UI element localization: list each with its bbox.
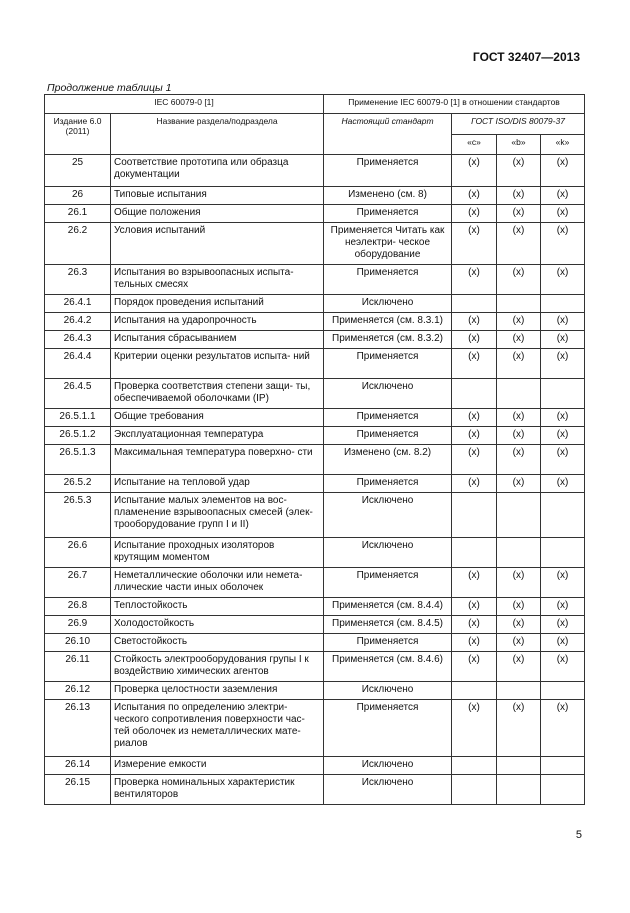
- mark-b: (x): [497, 444, 541, 474]
- section-title: Испытания на ударопрочность: [111, 312, 324, 330]
- mark-c: [452, 378, 497, 408]
- table-row: [45, 264, 585, 294]
- application-status: Применяется: [324, 633, 452, 651]
- mark-c: [452, 774, 497, 804]
- mark-b: (x): [497, 155, 541, 187]
- mark-c: (x): [452, 615, 497, 633]
- mark-c: (x): [452, 567, 497, 597]
- header-col-b: «b»: [497, 135, 541, 155]
- application-status: Изменено (см. 8): [324, 187, 452, 205]
- section-title: Испытания сбрасыванием: [111, 330, 324, 348]
- header-col-k: «k»: [541, 135, 585, 155]
- mark-k: (x): [541, 567, 585, 597]
- mark-k: (x): [541, 615, 585, 633]
- section-number: 26.15: [45, 774, 111, 804]
- mark-b: [497, 378, 541, 408]
- table-row: [45, 651, 585, 681]
- table-row: [45, 633, 585, 651]
- section-title: Светостойкость: [111, 633, 324, 651]
- section-title: Условия испытаний: [111, 223, 324, 265]
- mark-k: (x): [541, 597, 585, 615]
- section-title: Испытания по определению электри- ческого сопротивления поверхности час- тей оболочек из неметаллических мате- риалов: [111, 699, 324, 756]
- application-status: Изменено (см. 8.2): [324, 444, 452, 474]
- application-status: Применяется: [324, 264, 452, 294]
- mark-b: [497, 681, 541, 699]
- header-section-name: Название раздела/подраздела: [111, 114, 324, 155]
- mark-k: [541, 774, 585, 804]
- mark-c: (x): [452, 426, 497, 444]
- section-number: 26.5.2: [45, 474, 111, 492]
- section-number: 26.5.1.3: [45, 444, 111, 474]
- section-number: 26.8: [45, 597, 111, 615]
- section-title: Неметаллические оболочки или немета- ллические части иных оболочек: [111, 567, 324, 597]
- section-number: 26.7: [45, 567, 111, 597]
- mark-b: [497, 294, 541, 312]
- application-status: Применяется: [324, 426, 452, 444]
- section-number: 26.11: [45, 651, 111, 681]
- mark-k: (x): [541, 651, 585, 681]
- mark-c: (x): [452, 312, 497, 330]
- mark-k: (x): [541, 155, 585, 187]
- section-title: Проверка номинальных характеристик вентиляторов: [111, 774, 324, 804]
- section-title: Общие положения: [111, 205, 324, 223]
- table-row: [45, 567, 585, 597]
- application-status: Применяется (см. 8.3.1): [324, 312, 452, 330]
- page-number: 5: [575, 829, 582, 841]
- table-row: [45, 348, 585, 378]
- section-title: Типовые испытания: [111, 187, 324, 205]
- application-status: Применяется: [324, 699, 452, 756]
- table-row: [45, 205, 585, 223]
- section-title: Измерение емкости: [111, 756, 324, 774]
- header-edition: Издание 6.0 (2011): [45, 114, 111, 155]
- mark-c: (x): [452, 474, 497, 492]
- mark-b: (x): [497, 264, 541, 294]
- table-row: [45, 330, 585, 348]
- application-status: Применяется: [324, 474, 452, 492]
- application-status: Применяется: [324, 567, 452, 597]
- mark-k: [541, 681, 585, 699]
- mark-k: (x): [541, 699, 585, 756]
- table-row: [45, 223, 585, 265]
- section-number: 25: [45, 155, 111, 187]
- section-number: 26.4.2: [45, 312, 111, 330]
- mark-c: (x): [452, 444, 497, 474]
- mark-b: (x): [497, 699, 541, 756]
- mark-c: (x): [452, 699, 497, 756]
- section-number: 26.4.4: [45, 348, 111, 378]
- section-title: Теплостойкость: [111, 597, 324, 615]
- mark-c: (x): [452, 633, 497, 651]
- section-title: Испытание проходных изоляторов крутящим моментом: [111, 537, 324, 567]
- mark-b: (x): [497, 615, 541, 633]
- mark-c: (x): [452, 597, 497, 615]
- mark-b: [497, 492, 541, 537]
- mark-k: (x): [541, 264, 585, 294]
- application-status: Применяется: [324, 348, 452, 378]
- section-title: Проверка соответствия степени защи- ты, обеспечиваемой оболочками (IP): [111, 378, 324, 408]
- application-status: Применяется Читать как неэлектри- ческое оборудование: [324, 223, 452, 265]
- mark-b: (x): [497, 474, 541, 492]
- section-number: 26.5.3: [45, 492, 111, 537]
- mark-k: [541, 378, 585, 408]
- table-row: [45, 294, 585, 312]
- mark-b: [497, 774, 541, 804]
- mark-k: (x): [541, 633, 585, 651]
- mark-k: (x): [541, 312, 585, 330]
- table-row: [45, 492, 585, 537]
- section-number: 26: [45, 187, 111, 205]
- mark-k: [541, 537, 585, 567]
- section-number: 26.13: [45, 699, 111, 756]
- mark-c: [452, 492, 497, 537]
- mark-k: (x): [541, 348, 585, 378]
- table-row: [45, 426, 585, 444]
- table-row: [45, 774, 585, 804]
- mark-k: (x): [541, 205, 585, 223]
- application-status: Исключено: [324, 294, 452, 312]
- header-iec-group: IEC 60079-0 [1]: [45, 95, 324, 114]
- section-number: 26.4.1: [45, 294, 111, 312]
- mark-c: (x): [452, 651, 497, 681]
- table-caption: Продолжение таблицы 1: [47, 82, 172, 94]
- application-status: Применяется (см. 8.3.2): [324, 330, 452, 348]
- mark-k: (x): [541, 408, 585, 426]
- section-title: Проверка целостности заземления: [111, 681, 324, 699]
- section-number: 26.3: [45, 264, 111, 294]
- table-row: [45, 444, 585, 474]
- mark-c: (x): [452, 223, 497, 265]
- mark-k: (x): [541, 223, 585, 265]
- mark-b: (x): [497, 223, 541, 265]
- application-status: Исключено: [324, 756, 452, 774]
- mark-k: (x): [541, 187, 585, 205]
- application-status: Применяется (см. 8.4.5): [324, 615, 452, 633]
- section-number: 26.5.1.1: [45, 408, 111, 426]
- table-body: [45, 155, 585, 805]
- mark-b: (x): [497, 426, 541, 444]
- application-status: Применяется (см. 8.4.4): [324, 597, 452, 615]
- section-title: Испытание малых элементов на вос- пламенение взрывоопасных смесей (элек- трооборудование групп I и II): [111, 492, 324, 537]
- mark-c: (x): [452, 264, 497, 294]
- document-code: ГОСТ 32407—2013: [472, 50, 580, 64]
- section-number: 26.6: [45, 537, 111, 567]
- section-title: Испытания во взрывоопасных испыта- тельных смесях: [111, 264, 324, 294]
- section-number: 26.2: [45, 223, 111, 265]
- standards-table: [44, 94, 585, 805]
- application-status: Исключено: [324, 537, 452, 567]
- mark-c: (x): [452, 187, 497, 205]
- header-application-group: Применение IEC 60079-0 [1] в отношении стандартов: [324, 95, 585, 114]
- section-number: 26.12: [45, 681, 111, 699]
- mark-c: (x): [452, 348, 497, 378]
- table-row: [45, 699, 585, 756]
- application-status: Исключено: [324, 681, 452, 699]
- mark-k: (x): [541, 330, 585, 348]
- section-title: Общие требования: [111, 408, 324, 426]
- section-number: 26.4.5: [45, 378, 111, 408]
- mark-b: (x): [497, 408, 541, 426]
- table-row: [45, 187, 585, 205]
- mark-c: (x): [452, 155, 497, 187]
- mark-c: (x): [452, 330, 497, 348]
- mark-b: (x): [497, 597, 541, 615]
- section-number: 26.4.3: [45, 330, 111, 348]
- mark-k: [541, 492, 585, 537]
- mark-b: (x): [497, 205, 541, 223]
- mark-c: [452, 294, 497, 312]
- section-title: Максимальная температура поверхно- сти: [111, 444, 324, 474]
- mark-c: [452, 681, 497, 699]
- section-number: 26.14: [45, 756, 111, 774]
- table-row: [45, 408, 585, 426]
- mark-b: (x): [497, 312, 541, 330]
- table-row: [45, 615, 585, 633]
- section-title: Соответствие прототипа или образца документации: [111, 155, 324, 187]
- mark-k: [541, 756, 585, 774]
- application-status: Применяется: [324, 205, 452, 223]
- header-this-standard: Настоящий стандарт: [324, 114, 452, 155]
- mark-c: (x): [452, 408, 497, 426]
- table-row: [45, 312, 585, 330]
- section-title: Порядок проведения испытаний: [111, 294, 324, 312]
- application-status: Применяется: [324, 408, 452, 426]
- application-status: Применяется: [324, 155, 452, 187]
- application-status: Исключено: [324, 774, 452, 804]
- mark-k: (x): [541, 426, 585, 444]
- table-row: [45, 537, 585, 567]
- mark-b: [497, 756, 541, 774]
- mark-c: [452, 756, 497, 774]
- table-row: [45, 474, 585, 492]
- section-number: 26.10: [45, 633, 111, 651]
- table-row: [45, 756, 585, 774]
- table-row: [45, 378, 585, 408]
- table-row: [45, 681, 585, 699]
- header-col-c: «c»: [452, 135, 497, 155]
- mark-b: [497, 537, 541, 567]
- section-number: 26.1: [45, 205, 111, 223]
- section-number: 26.5.1.2: [45, 426, 111, 444]
- section-number: 26.9: [45, 615, 111, 633]
- mark-k: [541, 294, 585, 312]
- table-row: [45, 597, 585, 615]
- application-status: Исключено: [324, 378, 452, 408]
- mark-k: (x): [541, 444, 585, 474]
- mark-b: (x): [497, 651, 541, 681]
- section-title: Испытание на тепловой удар: [111, 474, 324, 492]
- section-title: Холодостойкость: [111, 615, 324, 633]
- mark-b: (x): [497, 187, 541, 205]
- mark-c: (x): [452, 205, 497, 223]
- section-title: Критерии оценки результатов испыта- ний: [111, 348, 324, 378]
- header-gost-iso: ГОСТ ISO/DIS 80079-37: [452, 114, 585, 135]
- mark-b: (x): [497, 567, 541, 597]
- section-title: Стойкость электрооборудования групы I к воздействию химических агентов: [111, 651, 324, 681]
- application-status: Применяется (см. 8.4.6): [324, 651, 452, 681]
- mark-k: (x): [541, 474, 585, 492]
- mark-c: [452, 537, 497, 567]
- application-status: Исключено: [324, 492, 452, 537]
- mark-b: (x): [497, 330, 541, 348]
- mark-b: (x): [497, 633, 541, 651]
- section-title: Эксплуатационная температура: [111, 426, 324, 444]
- mark-b: (x): [497, 348, 541, 378]
- table-row: [45, 155, 585, 187]
